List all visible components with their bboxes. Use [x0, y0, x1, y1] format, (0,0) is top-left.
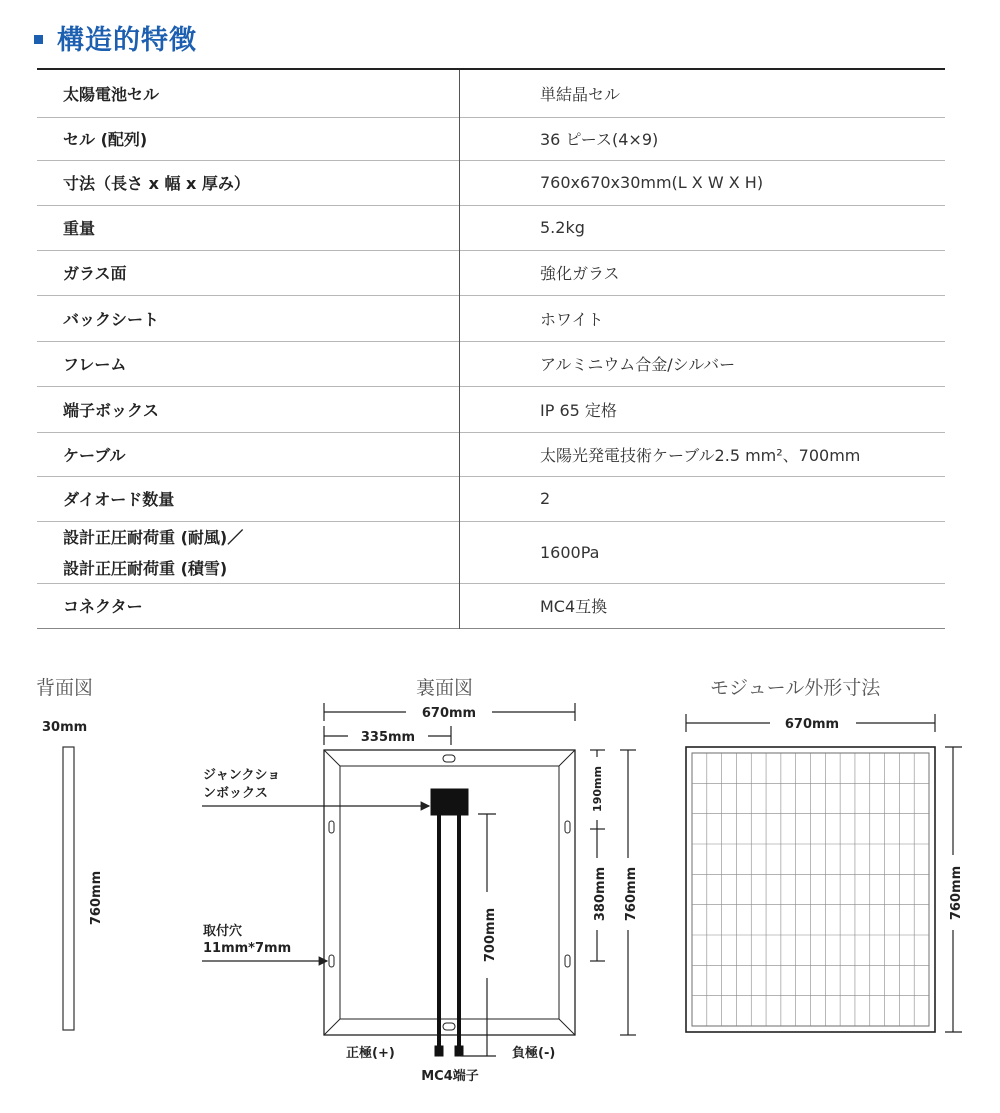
- spec-value: 単結晶セル: [540, 84, 621, 104]
- spec-value: アルミニウム合金/シルバー: [540, 355, 736, 374]
- junction-box-label-2: ンボックス: [203, 786, 268, 801]
- spec-label: コネクター: [37, 583, 460, 628]
- side-view-title: 背面図: [36, 677, 94, 699]
- front-length-label: 760mm: [949, 865, 964, 921]
- hole-spacing-label: 380mm: [593, 866, 608, 922]
- spec-label: ケーブル: [37, 432, 460, 476]
- spec-label: セル (配列): [37, 117, 460, 160]
- spec-value: 2: [540, 489, 551, 508]
- spec-value: ホワイト: [540, 309, 604, 329]
- negative-terminal-label: 負極(-): [512, 1046, 556, 1061]
- spec-value: IP 65 定格: [540, 400, 617, 420]
- positive-terminal-label: 正極(+): [346, 1046, 395, 1061]
- back-view-title: 裏面図: [416, 677, 474, 699]
- back-half-width-label: 335mm: [360, 730, 416, 745]
- front-width-label: 670mm: [784, 717, 840, 732]
- spec-label: バックシート: [37, 295, 460, 341]
- spec-label: ダイオード数量: [37, 476, 460, 521]
- front-view: [686, 714, 962, 1032]
- back-width-label: 670mm: [421, 706, 477, 721]
- connector-label: MC4端子: [421, 1069, 479, 1084]
- junction-box: [431, 789, 468, 815]
- side-thickness-label: 30mm: [42, 720, 88, 735]
- side-length-label: 760mm: [89, 870, 104, 926]
- mount-hole-size-label: 11mm*7mm: [203, 941, 292, 956]
- spec-label: 太陽電池セル: [37, 69, 460, 117]
- junction-box-label: ジャンクショ: [203, 768, 281, 783]
- back-view: [202, 703, 636, 1056]
- back-length-label: 760mm: [624, 866, 639, 922]
- section-title: 構造的特徴: [57, 25, 197, 56]
- spec-value: 5.2kg: [540, 218, 585, 237]
- spec-value: 36 ピース(4×9): [540, 130, 659, 149]
- spec-label: 重量: [37, 205, 460, 250]
- front-view-title: モジュール外形寸法: [710, 677, 881, 699]
- side-view: [42, 720, 104, 1030]
- mount-hole-label: 取付穴: [203, 924, 243, 939]
- spec-value: 1600Pa: [540, 542, 600, 562]
- spec-label: 寸法（長さ x 幅 x 厚み）: [37, 160, 460, 205]
- spec-value: 強化ガラス: [540, 264, 620, 283]
- spec-value: 760x670x30mm(L X W X H): [540, 173, 764, 192]
- spec-label: フレーム: [37, 341, 460, 386]
- cable-length-label: 700mm: [483, 907, 498, 963]
- spec-value: MC4互換: [540, 597, 608, 616]
- spec-label-line: 設計正圧耐荷重 (耐風)／: [63, 528, 244, 547]
- spec-label-line: 設計正圧耐荷重 (積雪): [63, 559, 228, 578]
- spec-label: 端子ボックス: [37, 386, 460, 432]
- spec-label: ガラス面: [37, 250, 460, 295]
- spec-value: 太陽光発電技術ケーブル2.5 mm²、700mm: [540, 445, 861, 465]
- side-panel-profile: [63, 747, 74, 1030]
- top-offset-label: 190mm: [591, 766, 604, 812]
- cell-grid: [692, 753, 929, 1026]
